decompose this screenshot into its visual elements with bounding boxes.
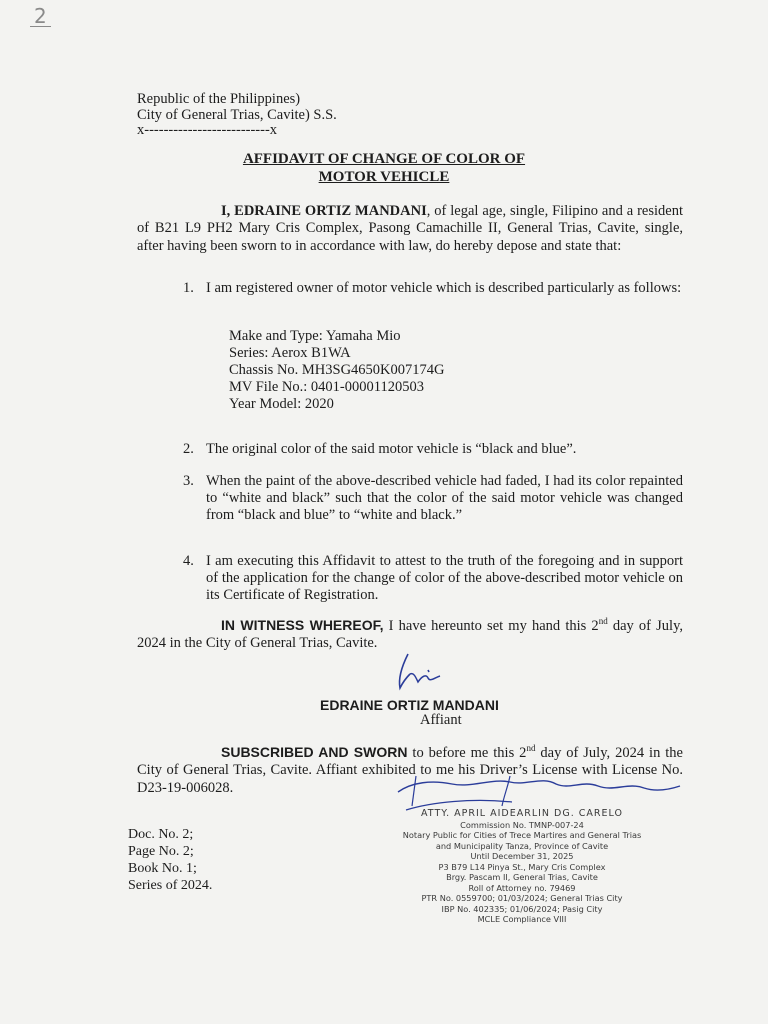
header-divider: x--------------------------x bbox=[137, 122, 278, 138]
affiant-name-inline: I, EDRAINE ORTIZ MANDANI bbox=[221, 203, 427, 219]
intro-paragraph: I, EDRAINE ORTIZ MANDANI, of legal age, single, Filipino and a resident of B21 L9 PH2 Mary Cris Complex, Pasong Camachille II, General Trias, Cavite, single, after having been sworn to in accordance with law, do hereby depose and state that: bbox=[137, 203, 683, 254]
book-number: Book No. 1; bbox=[128, 861, 197, 876]
vehicle-make-type: Make and Type: Yamaha Mio bbox=[229, 328, 401, 344]
notary-stamp: ATTY. APRIL AIDEARLIN DG. CARELO Commission No. TMNP-007-24 Notary Public for Cities of Trece Martires and General Trias and Municipality Tanza, Province of Cavite Until December 31, 2025 P3 B79 L14 Pinya St., Mary Cris Complex Brgy. Pascam II, General Trias, Cavite Roll of Attorney no. 79469 PTR No. 0559700; 01/03/2024; General Trias City IBP No. 402335; 01/06/2024; Pasig City MCLE Compliance VIII bbox=[372, 809, 672, 925]
series-year: Series of 2024. bbox=[128, 878, 213, 893]
notary-name: ATTY. APRIL AIDEARLIN DG. CARELO bbox=[421, 808, 623, 819]
header-republic: Republic of the Philippines) bbox=[137, 91, 301, 107]
vehicle-year-model: Year Model: 2020 bbox=[229, 396, 334, 412]
document-title-line2: MOTOR VEHICLE bbox=[318, 169, 450, 185]
doc-number: Doc. No. 2; bbox=[128, 827, 194, 842]
vehicle-chassis: Chassis No. MH3SG4650K007174G bbox=[229, 362, 445, 378]
item-number-2: 2. bbox=[183, 441, 194, 457]
item-number-1: 1. bbox=[183, 280, 194, 296]
page-number: Page No. 2; bbox=[128, 844, 194, 859]
header-city: City of General Trias, Cavite) S.S. bbox=[137, 107, 337, 123]
item-text-2: The original color of the said motor vehicle is “black and blue”. bbox=[206, 441, 577, 457]
item-number-3: 3. bbox=[183, 473, 194, 489]
item-text-1: I am registered owner of motor vehicle which is described particularly as follows: bbox=[206, 280, 682, 296]
affiant-signature bbox=[388, 648, 468, 696]
vehicle-mv-file: MV File No.: 0401-00001120503 bbox=[229, 379, 424, 395]
vehicle-series: Series: Aerox B1WA bbox=[229, 345, 351, 361]
affiant-name: EDRAINE ORTIZ MANDANI bbox=[320, 697, 499, 713]
affiant-role: Affiant bbox=[420, 712, 462, 728]
document-title-line1: AFFIDAVIT OF CHANGE OF COLOR OF bbox=[242, 151, 526, 167]
item-text-4: I am executing this Affidavit to attest to the truth of the foregoing and in support of the application for the change of color of the above-described motor vehicle on its Certificate of Registration. bbox=[206, 553, 683, 603]
page-marker: 2 bbox=[30, 6, 51, 27]
jurat-paragraph: SUBSCRIBED AND SWORN to before me this 2nd day of July, 2024 in the City of General Trias, Cavite. Affiant exhibited to me his Driver’s License with License No. D23-19-006028. bbox=[137, 743, 683, 796]
item-text-3: When the paint of the above-described vehicle had faded, I had its color repainted to “white and black” such that the color of the said motor vehicle was changed from “black and blue” to “white and black.” bbox=[206, 473, 683, 523]
witness-paragraph: IN WITNESS WHEREOF, I have hereunto set my hand this 2nd day of July, 2024 in the City of General Trias, Cavite. bbox=[137, 616, 684, 652]
item-number-4: 4. bbox=[183, 553, 194, 569]
